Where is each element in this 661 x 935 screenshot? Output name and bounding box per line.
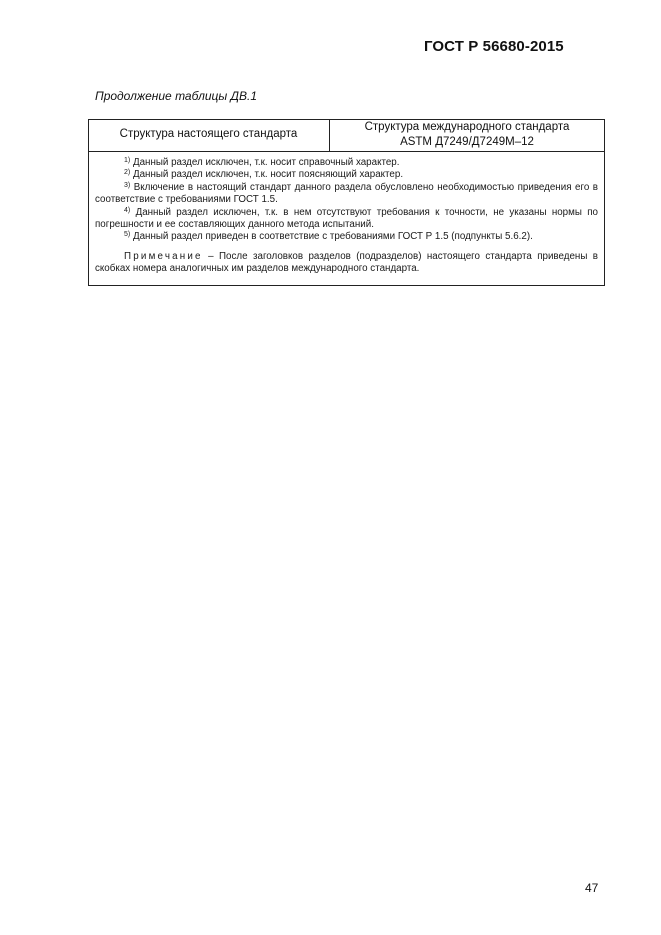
column-header-current-standard: Структура настоящего стандарта [119,128,298,140]
table-left-border [88,119,89,286]
remark-text: – После заголовков разделов (подразделов) настоящего стандарта приведены в скобках номера аналогичных им разделов международного стандарта. [95,250,598,275]
footnote-3 [95,182,598,207]
footnote-mark: 1) [124,157,131,164]
footnote-5 [95,231,598,243]
footnote-2 [95,169,598,181]
footnote-text: Данный раздел исключен, т.к. в нем отсутствуют требования к точности, не указаны нормы по погрешности и ее составляющих данного метода испытаний. [95,206,598,231]
header-bottom-border [88,151,605,152]
footnote-text: Данный раздел исключен, т.к. носит справочный характер. [132,157,400,168]
remark-label: Примечание [124,250,203,262]
footnote-text: Данный раздел приведен в соответствие с требованиями ГОСТ Р 1.5 (подпункты 5.6.2). [132,231,533,243]
table-remark [95,251,598,276]
column-header-line-1: Структура международного стандарта [364,121,570,133]
footnote-text: Данный раздел исключен, т.к. носит поясняющий характер. [132,169,404,181]
footnote-1 [95,157,598,169]
footnote-mark: 2) [124,169,131,177]
table-bottom-border [88,285,605,286]
page-number: 47 [585,881,599,895]
footnote-mark: 3) [124,181,131,189]
table-notes [95,157,598,276]
footnote-mark: 5) [124,231,131,239]
column-header-line-2: ASTM Д7249/Д7249М–12 [400,136,534,148]
column-header-international-standard [330,120,604,150]
footnote-text: Включение в настоящий стандарт данного раздела обусловлено необходимостью приведения его в соответствие с требованиями ГОСТ 1.5. [95,181,598,206]
document-code: ГОСТ Р 56680-2015 [424,38,564,55]
table-right-border [604,119,605,286]
footnote-4 [95,207,598,232]
table-caption: Продолжение таблицы ДВ.1 [95,89,258,103]
footnote-mark: 4) [124,206,131,214]
